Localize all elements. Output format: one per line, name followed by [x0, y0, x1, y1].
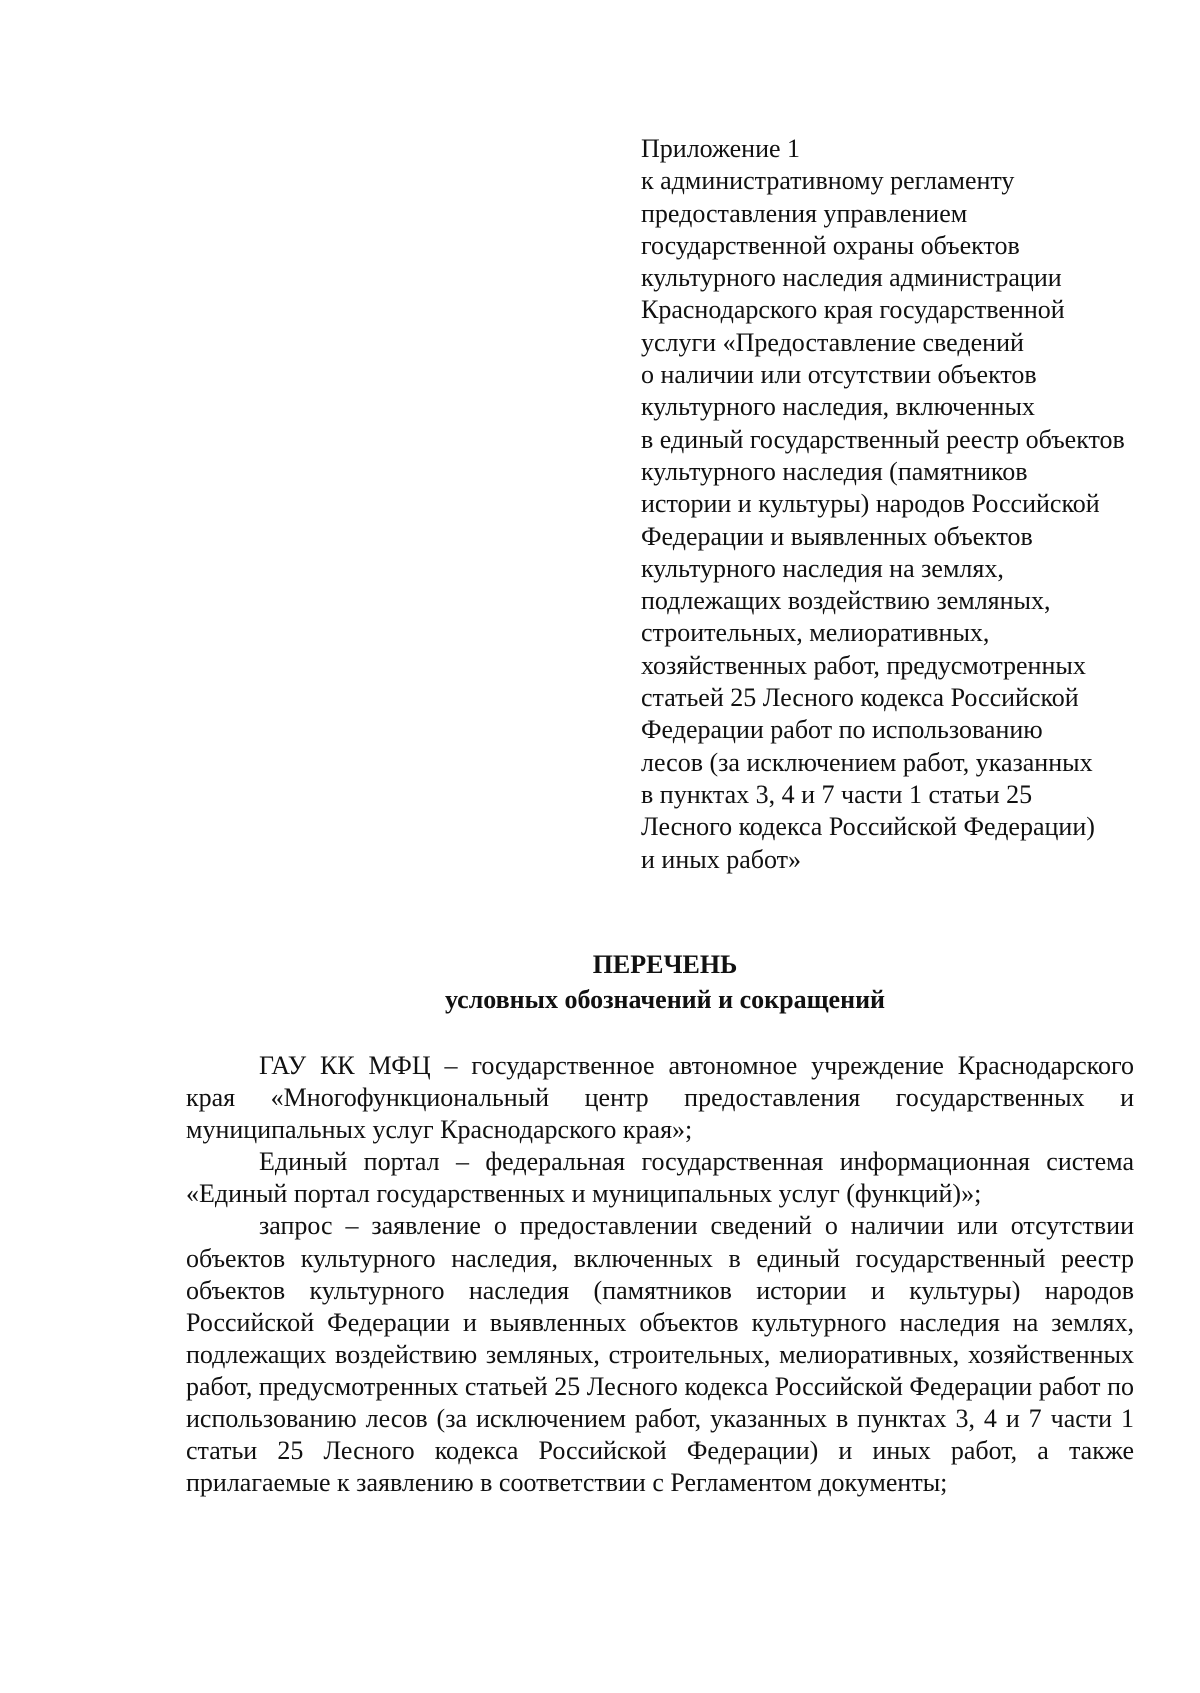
annex-line: государственной охраны объектов: [641, 230, 1020, 260]
annex-line: статьей 25 Лесного кодекса Российской: [641, 683, 1079, 713]
annex-line: Федерации работ по использованию: [641, 715, 1043, 745]
annex-line: лесов (за исключением работ, указанных: [641, 747, 1093, 777]
annex-line: культурного наследия (памятников: [641, 456, 1028, 486]
annex-line: Приложение 1: [641, 134, 801, 163]
annex-line: Краснодарского края государственной: [641, 295, 1065, 325]
definition-gau-kk-mfc: ГАУ КК МФЦ – государственное автономное учреждение Краснодарского края «Многофункциональный центр предоставления государственных и муниципальных услуг Краснодарского края»;: [186, 1051, 1134, 1145]
document-title: ПЕРЕЧЕНЬ: [592, 950, 738, 979]
annex-line: о наличии или отсутствии объектов: [641, 360, 1037, 390]
annex-line: подлежащих воздействию земляных,: [641, 586, 1051, 616]
annex-line: культурного наследия на землях,: [641, 553, 1004, 583]
annex-line: в пунктах 3, 4 и 7 части 1 статьи 25: [641, 779, 1033, 809]
annex-line: услуги «Предоставление сведений: [641, 327, 1024, 357]
annex-line: к административному регламенту: [641, 166, 1015, 196]
definitions-list: [186, 1050, 1134, 1499]
annex-line: истории и культуры) народов Российской: [641, 489, 1100, 519]
annex-header-block: [641, 133, 1186, 876]
annex-line: культурного наследия администрации: [641, 263, 1062, 293]
annex-line: хозяйственных работ, предусмотренных: [641, 650, 1086, 680]
annex-line: строительных, мелиоративных,: [641, 618, 990, 648]
definition-single-portal: Единый портал – федеральная государственная информационная система «Единый портал государственных и муниципальных услуг (функций)»;: [186, 1147, 1134, 1209]
document-subtitle: условных обозначений и сокращений: [444, 985, 886, 1014]
annex-line: Лесного кодекса Российской Федерации): [641, 812, 1095, 842]
annex-line: в единый государственный реестр объектов: [641, 424, 1125, 454]
annex-line: культурного наследия, включенных: [641, 392, 1035, 422]
annex-line: Федерации и выявленных объектов: [641, 521, 1033, 551]
definition-request: запрос – заявление о предоставлении сведений о наличии или отсутствии объектов культурного наследия, включенных в единый государственный реестр объектов культурного наследия (памятников истории и культуры) народов Российской Федерации и выявленных объектов культурного наследия на землях, подлежащих воздействию земляных, строительных, мелиоративных, хозяйственных работ, предусмотренных статьей 25 Лесного кодекса Российской Федерации работ по использованию лесов (за исключением работ, указанных в пунктах 3, 4 и 7 части 1 статьи 25 Лесного кодекса Российской Федерации) и иных работ, а также прилагаемые к заявлению в соответствии с Регламентом документы;: [186, 1211, 1134, 1498]
annex-line: и иных работ»: [641, 844, 801, 874]
annex-line: предоставления управлением: [641, 198, 968, 228]
